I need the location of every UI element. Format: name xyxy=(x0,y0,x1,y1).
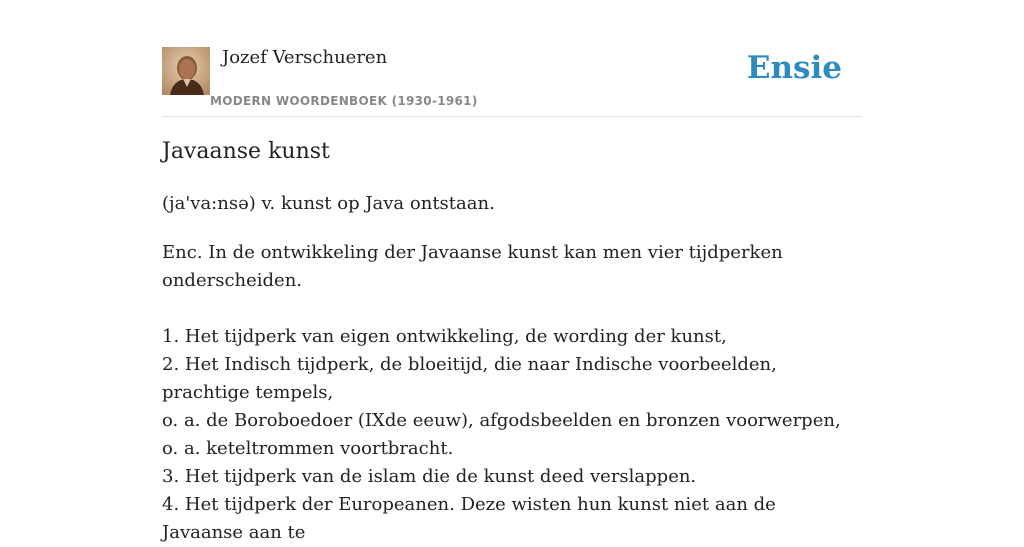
entry-intro: Enc. In de ontwikkeling der Javaanse kunst kan men vier tijdperken onderscheiden. xyxy=(162,242,783,291)
portrait-image xyxy=(162,47,210,95)
entry-body xyxy=(162,239,862,547)
entry-definition: (ja'va:nsə) v. kunst op Java ontstaan. xyxy=(162,193,495,214)
list-item: o. a. de Boroboedoer (IXde eeuw), afgodsbeelden en bronzen voorwerpen, o. a. keteltrommen voortbracht. xyxy=(162,410,841,459)
entry-title: Javaanse kunst xyxy=(162,139,330,164)
header xyxy=(162,44,862,117)
list-item: 4. Het tijdperk der Europeanen. Deze wisten hun kunst niet aan de Javaanse aan te xyxy=(162,494,776,543)
author-avatar[interactable] xyxy=(162,47,210,95)
list-item: 2. Het Indisch tijdperk, de bloeitijd, die naar Indische voorbeelden, prachtige tempels, xyxy=(162,354,777,403)
source-label: MODERN WOORDENBOEK (1930-1961) xyxy=(210,94,478,108)
list-item: 1. Het tijdperk van eigen ontwikkeling, de wording der kunst, xyxy=(162,326,727,347)
list-item: 3. Het tijdperk van de islam die de kunst deed verslappen. xyxy=(162,466,697,487)
ensie-logo[interactable]: Ensie xyxy=(746,50,842,86)
entry-list xyxy=(162,323,862,547)
author-name[interactable]: Jozef Verschueren xyxy=(222,47,388,68)
